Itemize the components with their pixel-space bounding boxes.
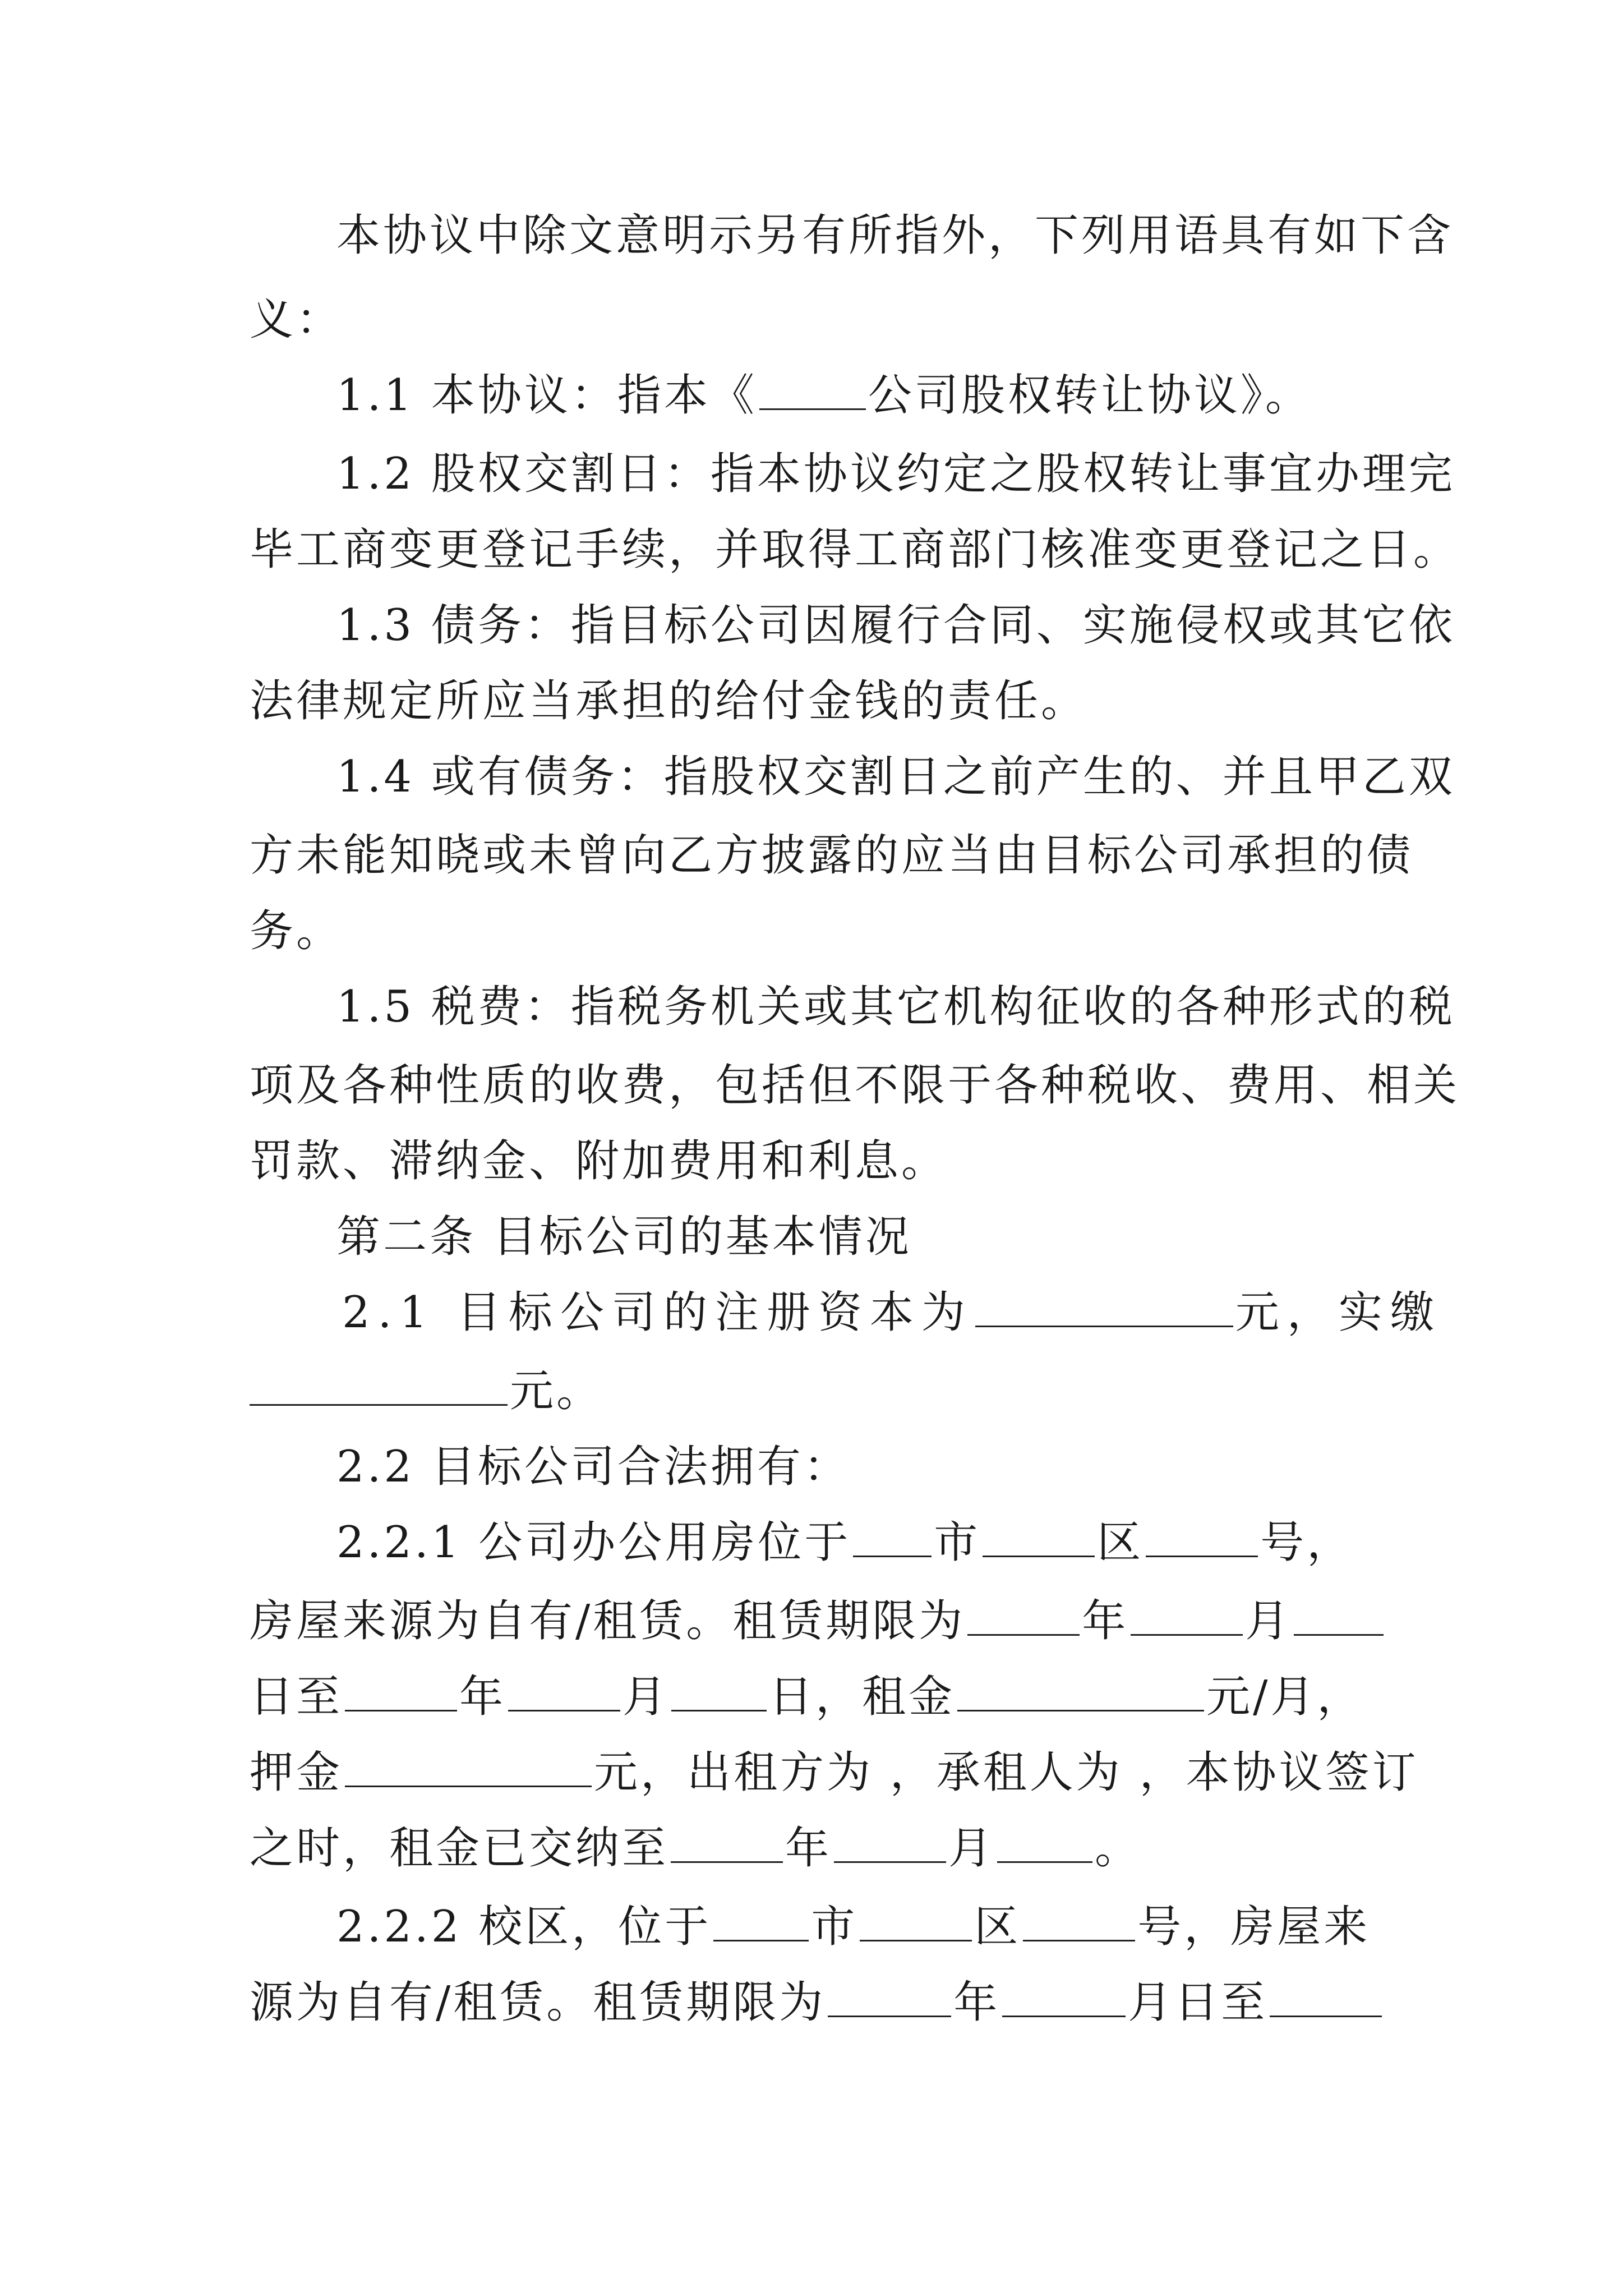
s221-text-e: 元/月， [1206,1672,1364,1722]
s222-shi: 市 [811,1902,858,1952]
definition-1-5-line-1: 1.5 税费：指税务机关或其它机构征收的各种形式的税 [336,982,1455,1032]
section-2-2-1-line-5 [250,1820,1382,1876]
section-2-1-line-1 [342,1285,1442,1341]
section-2-1-text-b: 元，实缴 [1235,1287,1442,1338]
s222-text-c: 月日至 [1128,1977,1268,2028]
lease-end-year-blank[interactable] [345,1671,457,1711]
office-district-blank[interactable] [983,1516,1095,1557]
definition-1-1 [336,367,1382,424]
section-2-2-2-line-2 [250,1975,1382,2031]
s221-text-c: 日至 [250,1672,343,1722]
campus-lease-month-blank[interactable] [1002,1976,1126,2017]
campus-lease-end-blank[interactable] [1270,1976,1382,2017]
registered-capital-blank[interactable] [975,1286,1233,1327]
s222-text-b: 源为自有/租赁。租赁期限为 [250,1977,826,2028]
definition-1-5-line-3: 罚款、滞纳金、附加费用和利息。 [250,1136,948,1186]
lease-end-month-blank[interactable] [508,1671,620,1711]
article-2-title: 第二条 目标公司的基本情况 [336,1212,912,1262]
rent-paid-day-blank[interactable] [997,1822,1092,1863]
intro-line-2: 义： [250,295,343,345]
definition-1-4-line-1: 1.4 或有债务：指股权交割日之前产生的、并且甲乙双 [336,752,1455,802]
s221-hao: 号， [1260,1517,1354,1568]
s221-yue: 月 [1245,1596,1292,1646]
definition-1-3-line-2: 法律规定所应当承担的给付金钱的责任。 [250,676,1088,726]
section-2-2-1-line-4 [250,1745,1419,1801]
rent-paid-month-blank[interactable] [834,1822,946,1863]
section-2-2-1-line-2 [250,1593,1382,1649]
section-2-1-text-a: 2.1 目标公司的注册资本为 [342,1287,973,1338]
s221-text-g: 元，出租方为 ，承租人为 ，本协议签订 [594,1747,1419,1798]
section-2-2-1-line-1 [336,1515,1382,1571]
campus-lease-year-blank[interactable] [828,1976,951,2017]
s221-text-a: 2.2.1 公司办公用房位于 [336,1517,851,1568]
s222-qu: 区 [974,1902,1021,1952]
s221-yue3: 月 [948,1823,995,1874]
definition-1-5-line-2: 项及各种性质的收费，包括但不限于各种税收、费用、相关 [250,1060,1460,1111]
lease-end-day-blank[interactable] [671,1671,767,1711]
paid-in-capital-blank[interactable] [250,1365,508,1406]
s221-yue2: 月 [623,1672,670,1722]
section-2-1-line-2 [250,1363,1382,1419]
definition-1-1-text-a: 1.1 本协议：指本《 [336,370,757,421]
s221-text-f: 押金 [250,1747,343,1798]
campus-number-blank[interactable] [1023,1901,1135,1941]
definition-1-1-text-b: 公司股权转让协议》。 [868,370,1312,421]
s221-text-b: 房屋来源为自有/租赁。租赁期限为 [250,1596,966,1646]
s221-nian: 年 [1082,1596,1129,1646]
definition-1-4-line-2: 方未能知晓或未曾向乙方披露的应当由目标公司承担的债 [250,830,1414,881]
rent-paid-year-blank[interactable] [671,1822,783,1863]
s221-nian3: 年 [785,1823,832,1874]
office-city-blank[interactable] [853,1516,932,1557]
lease-start-month-blank[interactable] [1131,1595,1243,1636]
s221-qu: 区 [1097,1517,1144,1568]
section-2-2-title: 2.2 目标公司合法拥有： [336,1442,850,1492]
lease-start-day-blank[interactable] [1294,1595,1384,1636]
section-2-2-1-line-3 [250,1669,1382,1725]
intro-line-1: 本协议中除文意明示另有所指外，下列用语具有如下含 [336,210,1454,261]
s221-text-h: 之时，租金已交纳至 [250,1823,669,1874]
section-2-1-text-c: 元。 [510,1366,603,1416]
office-number-blank[interactable] [1146,1516,1258,1557]
s221-text-d: 日，租金 [769,1672,956,1722]
definition-1-2-line-1: 1.2 股权交割日：指本协议约定之股权转让事宜办理完 [336,449,1455,499]
section-2-2-2-line-1 [336,1899,1382,1955]
s222-text-a: 2.2.2 校区，位于 [336,1902,712,1952]
monthly-rent-blank[interactable] [957,1671,1204,1711]
s221-nian2: 年 [459,1672,506,1722]
deposit-blank[interactable] [345,1746,592,1787]
s221-shi: 市 [934,1517,981,1568]
s222-hao: 号，房屋来 [1137,1902,1371,1952]
campus-city-blank[interactable] [713,1901,809,1941]
definition-1-4-line-3: 务。 [250,906,343,956]
s222-nian: 年 [953,1977,1000,2028]
lease-start-year-blank[interactable] [967,1595,1080,1636]
company-name-blank[interactable] [759,369,866,410]
campus-district-blank[interactable] [860,1901,972,1941]
definition-1-2-line-2: 毕工商变更登记手续，并取得工商部门核准变更登记之日。 [250,524,1460,575]
s221-end: 。 [1095,1823,1142,1874]
definition-1-3-line-1: 1.3 债务：指目标公司因履行合同、实施侵权或其它依 [336,600,1455,651]
